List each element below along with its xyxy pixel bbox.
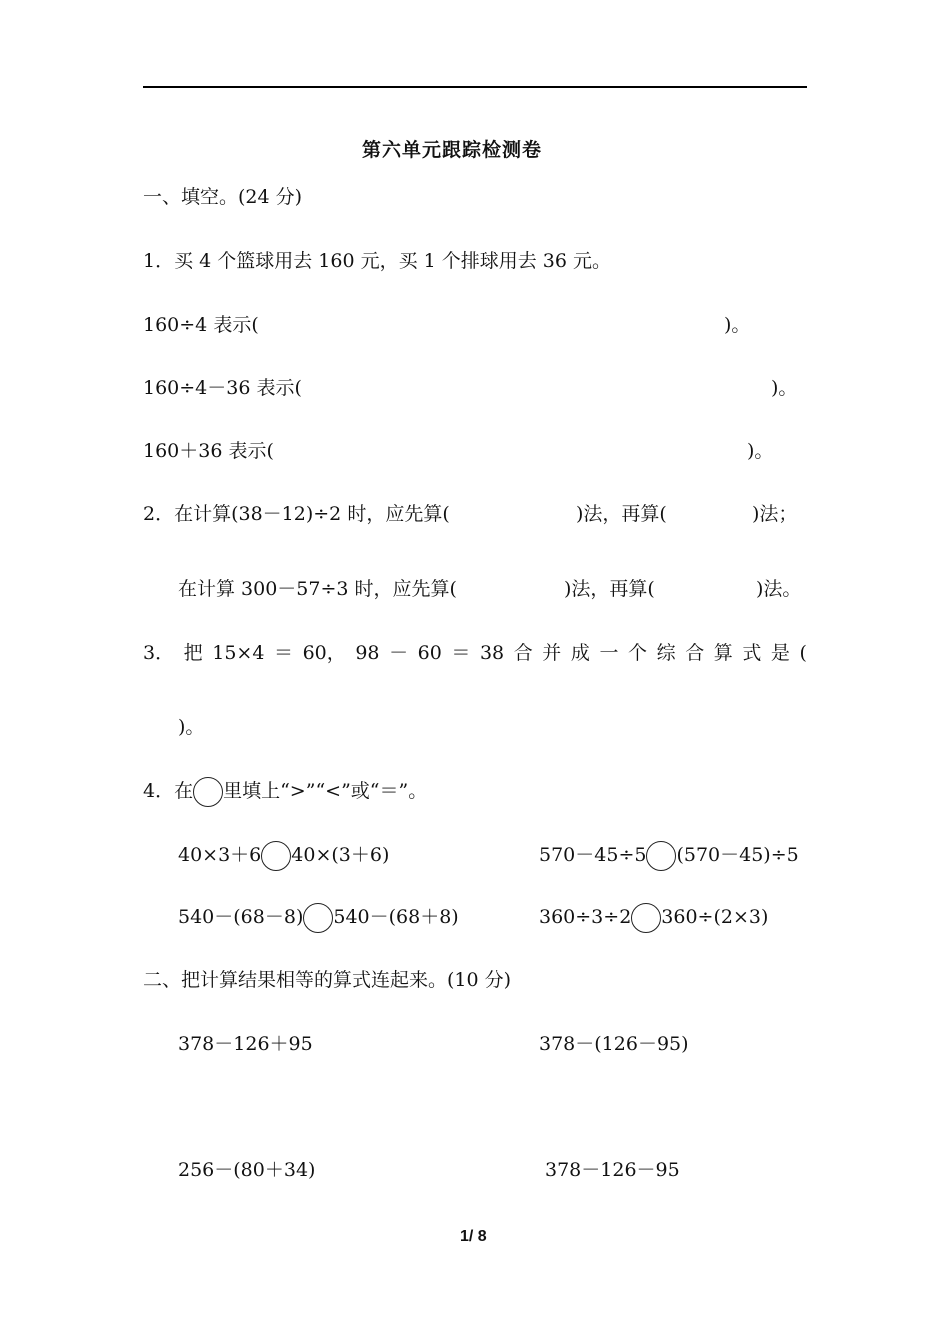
q3-tail: )。: [178, 716, 205, 738]
match-right-bottom[interactable]: 378－126－95: [545, 1159, 680, 1181]
q4-item-left: 570－45÷5: [539, 844, 647, 866]
q1-line2-left: 160÷4－36 表示(: [143, 377, 302, 399]
q3-token: 一: [599, 642, 619, 664]
q3-token: 成: [570, 642, 590, 664]
match-left-bottom[interactable]: 256－(80＋34): [178, 1159, 316, 1181]
q2-line2-part-c: )法。: [756, 578, 802, 600]
q1-line3-right: )。: [747, 440, 774, 462]
compare-circle[interactable]: [646, 841, 676, 871]
q3-token: ＝: [273, 642, 293, 664]
q3-token: 3．: [143, 642, 175, 664]
q4-item-left: 540－(68－8): [178, 906, 304, 928]
q3-token: 并: [542, 642, 562, 664]
q3-token: 60，: [302, 642, 346, 664]
q4-item: [539, 903, 768, 933]
q3-token: 38: [479, 642, 505, 664]
q3-token: 98: [355, 642, 380, 664]
q2-line1-part-c: )法；: [752, 503, 798, 525]
q4-item-right: (570－45)÷5: [676, 844, 799, 866]
compare-circle[interactable]: [303, 903, 333, 933]
q3-token: 合: [685, 642, 705, 664]
q3-token: 算: [713, 642, 733, 664]
q4-item: [178, 841, 389, 871]
q3-token: 把: [183, 642, 203, 664]
q1-line1-right: )。: [724, 314, 751, 336]
q3-token: (: [799, 642, 807, 664]
q4-item: [178, 903, 459, 933]
q3-stem: [143, 642, 807, 665]
q4-item-left: 40×3＋6: [178, 844, 262, 866]
header-rule: [143, 86, 807, 88]
section1-heading: 一、填空。(24 分): [143, 186, 303, 208]
q3-token: 个: [628, 642, 648, 664]
q3-token: 是: [770, 642, 790, 664]
q4-item-right: 540－(68＋8): [333, 906, 459, 928]
q4-item-right: 40×(3＋6): [291, 844, 390, 866]
page-number: 1/ 8: [460, 1228, 487, 1245]
q3-token: 合: [513, 642, 533, 664]
q2-line2-part-a: 在计算 300－57÷3 时，应先算(: [178, 578, 457, 600]
q3-token: 15×4: [212, 642, 265, 664]
section2-heading: 二、把计算结果相等的算式连起来。(10 分): [143, 969, 512, 991]
q3-token: ＝: [451, 642, 471, 664]
q3-token: －: [389, 642, 409, 664]
match-right-top[interactable]: 378－(126－95): [539, 1033, 689, 1055]
q3-token: 式: [742, 642, 762, 664]
q4-item: [539, 841, 799, 871]
q3-token: 60: [417, 642, 442, 664]
page-title: 第六单元跟踪检测卷: [362, 139, 543, 161]
q2-line1-part-a: 2．在计算(38－12)÷2 时，应先算(: [143, 503, 450, 525]
q4-item-right: 360÷(2×3): [661, 906, 769, 928]
q2-line1-part-b: )法，再算(: [576, 503, 667, 525]
q1-line3-left: 160＋36 表示(: [143, 440, 274, 462]
q1-line2-right: )。: [771, 377, 798, 399]
q1-line1-left: 160÷4 表示(: [143, 314, 259, 336]
q3-token: 综: [656, 642, 676, 664]
q4-stem: [143, 777, 427, 807]
q4-stem-post: 里填上“>”“<”或“＝”。: [223, 780, 428, 802]
match-left-top[interactable]: 378－126＋95: [178, 1033, 313, 1055]
q4-item-left: 360÷3÷2: [539, 906, 632, 928]
answer-circle-icon: [193, 777, 223, 807]
compare-circle[interactable]: [631, 903, 661, 933]
q4-stem-pre: 4．在: [143, 780, 194, 802]
q1-stem: 1．买 4 个篮球用去 160 元，买 1 个排球用去 36 元。: [143, 250, 612, 272]
q2-line2-part-b: )法，再算(: [564, 578, 655, 600]
compare-circle[interactable]: [261, 841, 291, 871]
